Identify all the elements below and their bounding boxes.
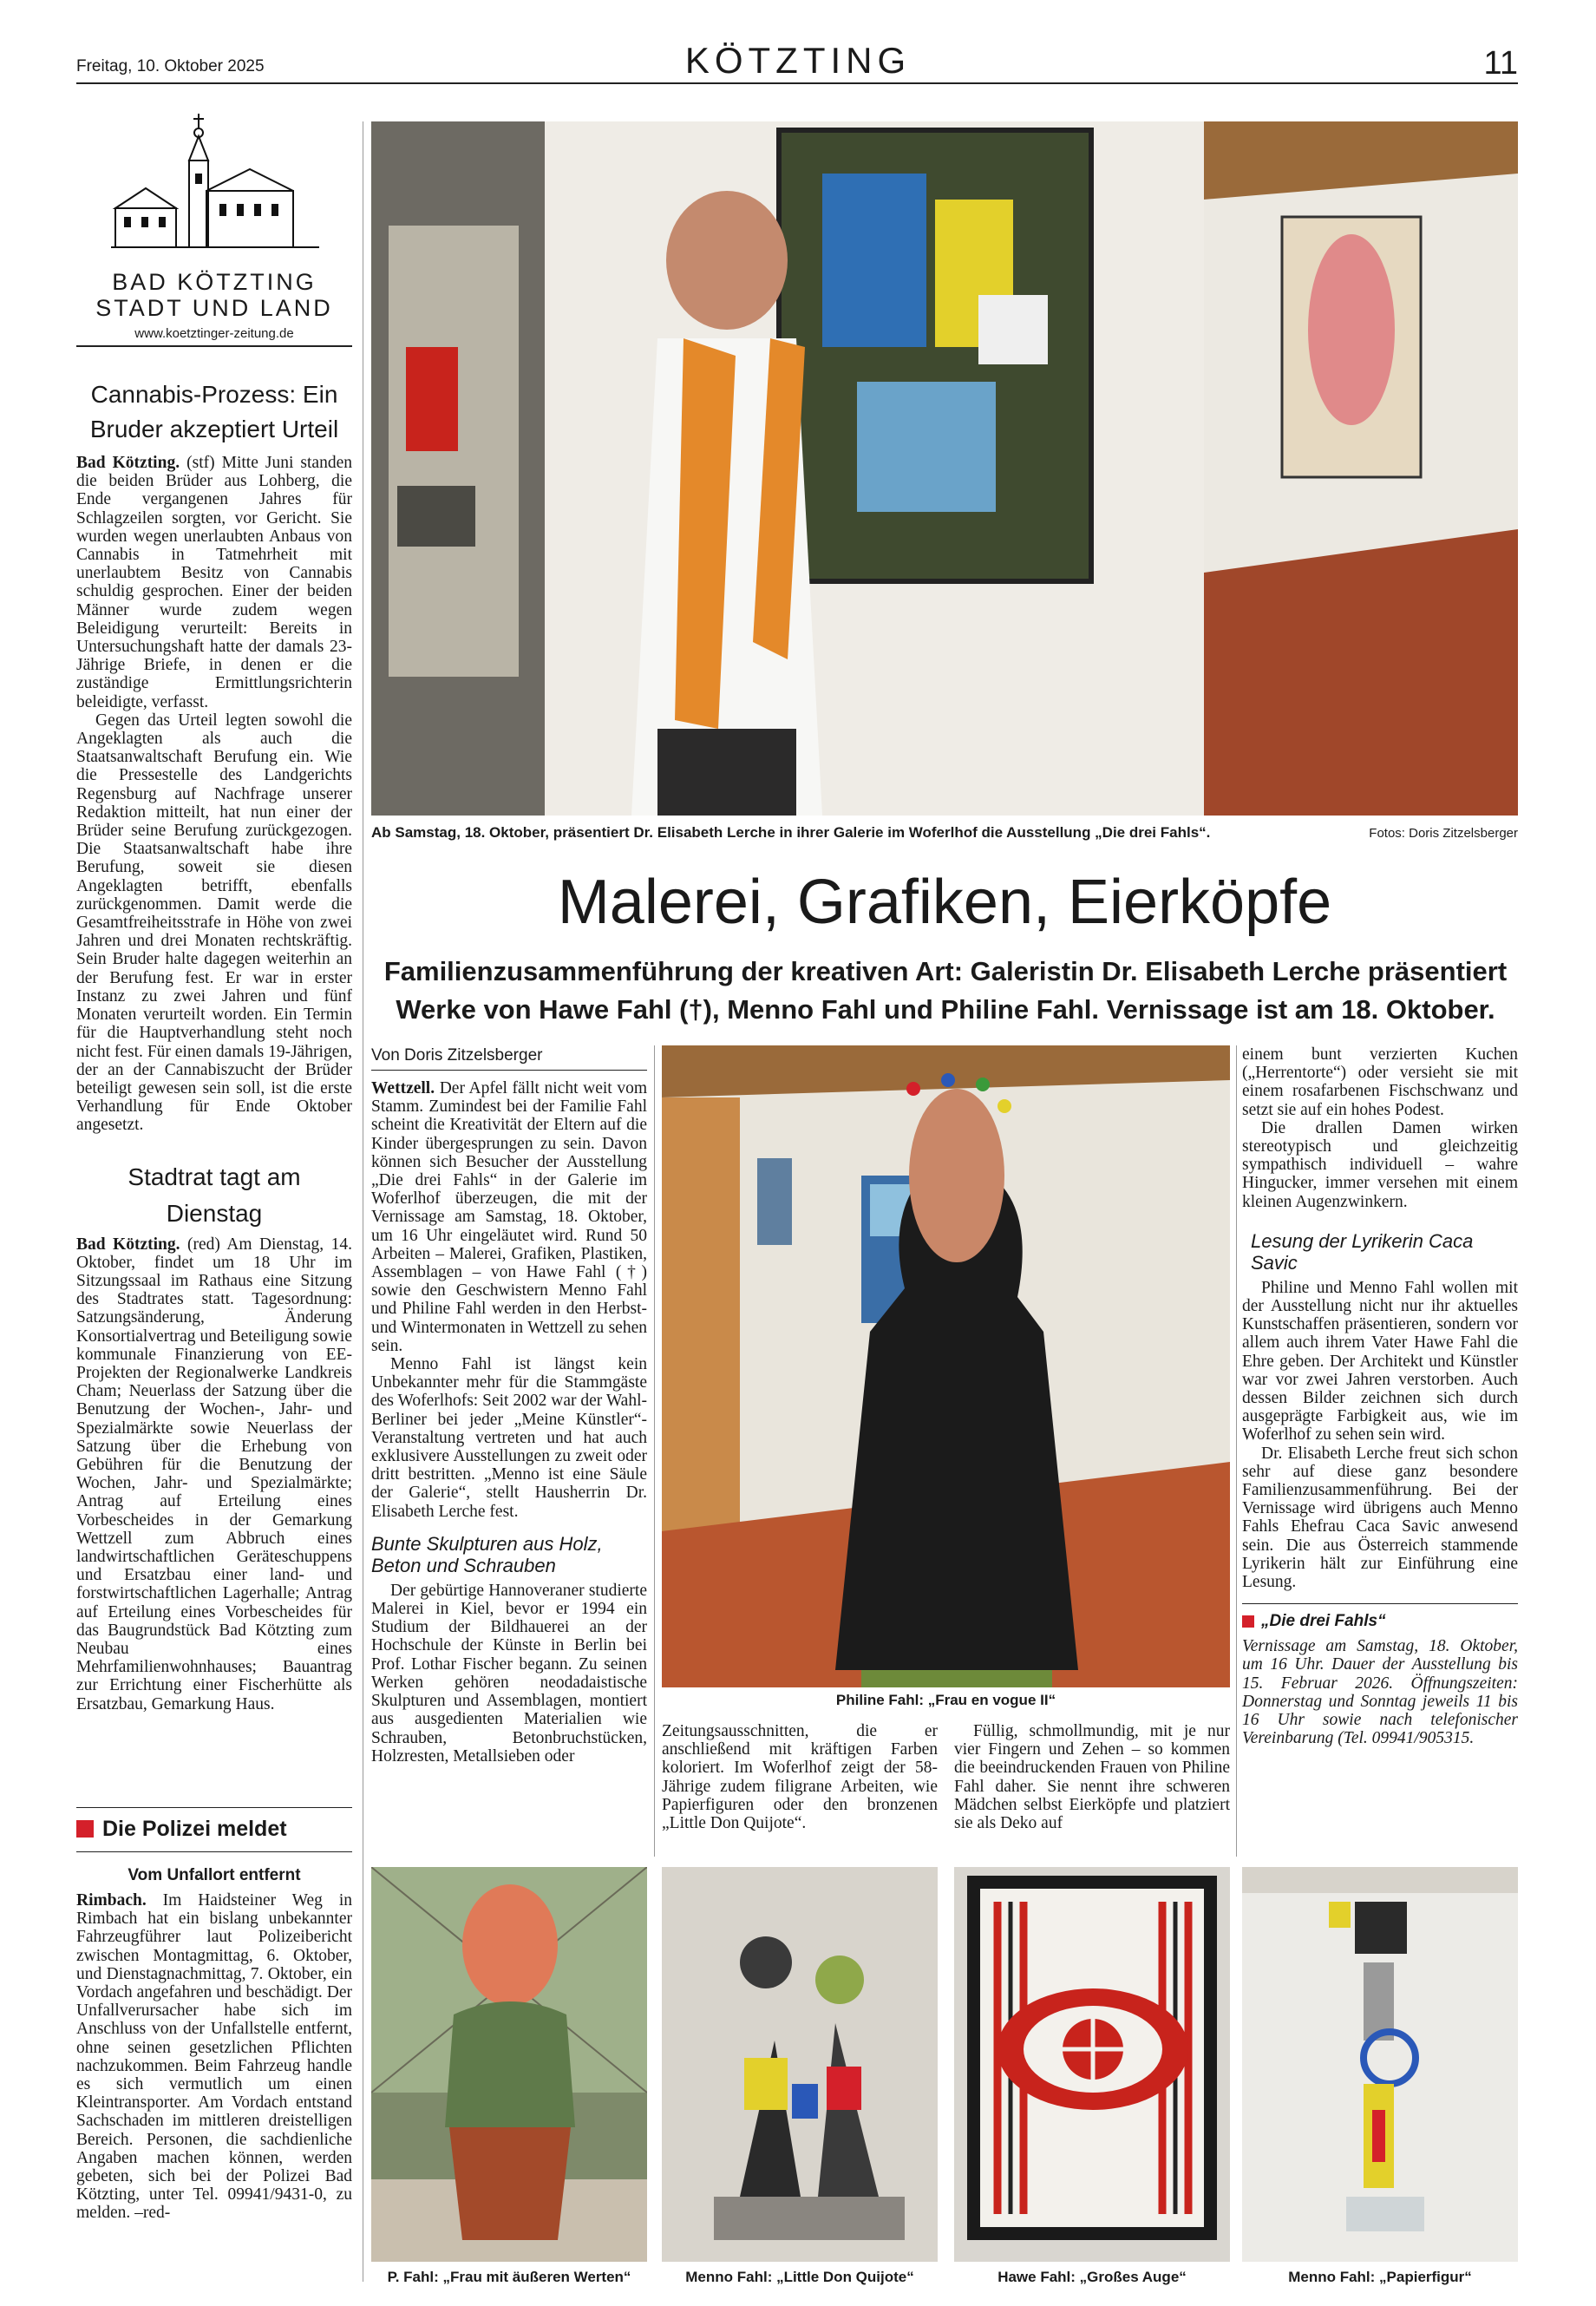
main-col1 (371, 1045, 647, 1766)
police-title-text: Die Polizei meldet (102, 1817, 287, 1841)
article2-headline: Stadtrat tagt am Dienstag (128, 1163, 301, 1227)
logo-url[interactable]: www.koetztinger-zeitung.de (134, 326, 294, 341)
main-divider-1 (654, 1045, 655, 1857)
article1-body (76, 454, 352, 1135)
main-col1-body (371, 1079, 647, 1521)
main-col2b (954, 1722, 1230, 1832)
top-photo-caption: Ab Samstag, 18. Oktober, präsentiert Dr. Elisabeth Lerche in ihrer Galerie im Woferlhof die Ausstellung „Die drei Fahls“. (371, 824, 1211, 841)
center-photo-frau-en-vogue (662, 1045, 1230, 1687)
article1-dateline: Bad Kötzting. (76, 454, 180, 472)
bottom-photo-4 (1242, 1867, 1518, 2262)
main-divider-2 (1236, 1045, 1237, 1857)
header-date: Freitag, 10. Oktober 2025 (76, 57, 265, 75)
center-photo-caption: Philine Fahl: „Frau en vogue II“ (835, 1692, 1056, 1708)
col3-paragraph-1: einem bunt verzierten Kuchen („Herrentorte“) oder versieht sie mit einem rosafarbenen Fischschwanz und setzt sie auf ein hohes Podest. (1242, 1045, 1518, 1119)
police-article (76, 1865, 352, 2223)
col3-paragraph-2: Die drallen Damen wirken stereotypisch und gleichzeitig sympathisch individuell – wahre Hingucker, immer versehen mit einem kleinen Augenzwinkern. (1242, 1118, 1518, 1211)
bottom-caption-1: P. Fahl: „Frau mit äußeren Werten“ (387, 2269, 631, 2285)
info-box (1242, 1603, 1518, 1747)
article1-paragraph-1: (stf) Mitte Juni standen die beiden Brüder aus Lohberg, die Ende vergangenen Jahres für Schlagzeilen sorgten, vor Gericht. Sie wurden wegen unerlaubten Anbaus von Cannabis in Tatmehrheit mit unerlaubtem Besitz von Cannabis schuldig gesprochen. Einer der beiden Männer wurde zudem wegen Beleidigung verurteilt: Bereits in Untersuchungshaft hatte der damals 23-Jährige Briefe, in denen er die zuständige Ermittlungsrichterin beleidigte, verfasst. (76, 454, 352, 711)
police-paragraph-1: Im Haidsteiner Weg in Rimbach hat ein bislang unbekannter Fahrzeugführer laut Polizeibericht zwischen Montagmittag, 6. Oktober, und Dienstagnachmittag, 7. Oktober, ein Vordach angefahren und beschädigt. Der Unfallverursacher habe sich im Anschluss von der Unfallstelle entfernt, ohne seinen gesetzlichen Pflichten nachzukommen. Beim Fahrzeug handle es sich vermutlich um einen Kleintransporter. Am Vordach entstand Sachschaden im mittleren dreistelligen Bereich. Personen, die sachdienliche Angaben machen können, werden gebeten, sich bei der Polizei Bad Kötzting, unter Tel. 09941/9431-0, zu melden. –red- (76, 1891, 353, 2223)
col3-paragraph-3: Philine und Menno Fahl wollen mit der Ausstellung nicht nur ihr aktuelles Kunstschaffen präsentieren, sondern vor allem auch ihrem Vater Hawe Fahl die Ehre geben. Der Architekt und Künstler war vor zwei Jahren verstorben. Auch dessen Bilder zeichnen sich durch ausgeprägte Farbigkeit aus, wie im Woferlhof zu sehen sein wird. (1242, 1278, 1518, 1445)
info-title: „Die drei Fahls“ (1261, 1612, 1386, 1631)
red-square-icon (76, 1820, 94, 1838)
logo (76, 108, 352, 347)
main-col3 (1242, 1045, 1518, 1748)
police-dateline: Rimbach. (76, 1891, 147, 1910)
logo-line2: STADT UND LAND (95, 295, 333, 321)
police-title (76, 1817, 352, 1842)
police-body (76, 1891, 352, 2223)
article2-body (76, 1235, 352, 1713)
main-paragraph-3: Der gebürtige Hannoveraner studierte Malerei in Kiel, bevor er 1994 ein Studium der Bildhauerei an der Hochschule der Künste in Berlin bei Prof. Lothar Fischer begann. Zu seinen Werken gehören neodadaistische Skulpturen und Assemblagen, montiert aus ausgedienten Materialien wie Schrauben, Betonbruchstücken, Holzresten, Metallsieben oder (371, 1581, 647, 1766)
byline: Von Doris Zitzelsberger (371, 1045, 647, 1071)
article2-dateline: Bad Kötzting. (76, 1235, 180, 1254)
bottom-photo-3 (954, 1867, 1230, 2262)
main-col2a-text: Zeitungsausschnitten, die er anschließend mit kräftigen Farben koloriert. Im Woferlhof zeigt der 58-Jährige zudem filigrane Arbeiten, wie Papierfiguren oder den bronzenen „Little Don Quijote“. (662, 1722, 938, 1833)
main-paragraph-1: Der Apfel fällt nicht weit vom Stamm. Zumindest bei der Familie Fahl scheint die Kreativität der Eltern auf die Kinder übergesprungen zu sein. Davon können sich Besucher der Ausstellung „Die drei Fahls“ in der Galerie im Woferlhof überzeugen, die mit der Vernissage am Samstag, 18. Oktober, um 16 Uhr eingeläutet wird. Rund 50 Arbeiten – Malerei, Grafiken, Plastiken, Assemblagen – von Hawe Fahl (†) sowie den Geschwistern Menno Fahl und Philine Fahl werden in den Herbst- und Wintermonaten in Wettzell zu sehen sein. (371, 1079, 648, 1355)
bottom-caption-3: Hawe Fahl: „Großes Auge“ (998, 2269, 1187, 2285)
main-col1-body-2 (371, 1582, 647, 1766)
main-col3-body-2 (1242, 1279, 1518, 1591)
bottom-caption-2: Menno Fahl: „Little Don Quijote“ (685, 2269, 914, 2285)
police-title-rule (76, 1851, 352, 1852)
header-rule (76, 82, 1518, 84)
info-red-square-icon (1242, 1615, 1254, 1628)
top-photo-gallery (371, 121, 1518, 816)
bottom-caption-4: Menno Fahl: „Papierfigur“ (1288, 2269, 1472, 2285)
col3-paragraph-4: Dr. Elisabeth Lerche freut sich schon sehr auf diese ganz besondere Familienzusammenführung. Bei der Vernissage wird übrigens auch Menno Fahls Ehefrau Caca Savic anwesend sein. Die aus Österreich stammende Lyrikerin hält zur Einführung eine Lesung. (1242, 1444, 1518, 1592)
article1-headline: Cannabis-Prozess: Ein Bruder akzeptiert Urteil (89, 381, 339, 442)
article1-paragraph-2: Gegen das Urteil legten sowohl die Angeklagten als auch die Staatsanwaltschaft Berufung ein. Wie die Pressestelle des Landgerichts Regensburg auf Nachfrage unserer Redaktion mitteilt, hat nun einer der Brüder seine Berufung zurückgezogen. Die Staatsanwaltschaft habe ihre Berufung, soweit sie diesen Angeklagten betrifft, ebenfalls zurückgenommen. Damit werde die Gesamtfreiheitsstrafe in Höhe von zwei Jahren und drei Monaten rechtskräftig. Sein Bruder halte dagegen weiterhin an der Berufung fest. Er war in erster Instanz zu zwei Jahren und fünf Monaten verurteilt worden. Ein Termin für die Hauptverhandlung steht noch nicht fest. Für einen damals 19-Jährigen, der an der Cannabiszucht der Brüder beteiligt gewesen sein soll, ist die erste Verhandlung für Ende Oktober angesetzt. (76, 711, 352, 1135)
photo-credit: Fotos: Doris Zitzelsberger (1369, 826, 1518, 841)
main-headline: Malerei, Grafiken, Eierköpfe (557, 868, 1332, 937)
bottom-photo-1 (371, 1867, 647, 2262)
article2-paragraph-1: (red) Am Dienstag, 14. Oktober, findet um 18 Uhr im Sitzungssaal im Rathaus eine Sitzung des Stadtrates statt. Tagesordnung: Satzungsänderung, Änderung Konsortialvertrag und Beteiligung sowie kommunale Finanzierung von EE-Projekten der Regionalwerke Landkreis Cham; Neuerlass der Satzung über die Benutzung der Wochen-, Jahr- und Spezialmärkte sowie Neuerlass der Satzung über die Erhebung von Gebühren für die Benutzung der Wochen, Jahr- und Spezialmärkte; Antrag auf Erteilung eines Vorbescheides in der Gemarkung Wettzell zum Abbruch eines landwirtschaftlichen Geräteschuppens und Ersatzbau einer land- und forstwirtschaftlichen Lagerhalle; Antrag auf Erteilung eines Vorbescheides für das Baugrundstück Bad Kötzting zum Neubau eines Mehrfamilienwohnhauses; Bauantrag zur Errichtung einer Fischerhütte als Ersatzbau, Gemarkung Haus. (76, 1235, 352, 1713)
main-dateline: Wettzell. (371, 1079, 435, 1097)
bottom-photo-2 (662, 1867, 938, 2262)
header-page-number: 11 (1483, 45, 1518, 82)
logo-line1: BAD KÖTZTING (112, 269, 317, 295)
police-subtitle: Vom Unfallort entfernt (128, 1866, 301, 1884)
main-col2b-text: Füllig, schmollmundig, mit je nur vier Fingern und Zehen – so kommen die beeindruckenden Frauen von Philine Fahl daher. Sie nennt ihre schweren Mädchen selbst Eierköpfe und platziert sie als Deko auf (954, 1722, 1230, 1833)
info-text: Vernissage am Samstag, 18. Oktober, um 16 Uhr. Dauer der Ausstellung bis 15. Februar 2026. Öffnungszeiten: Donnerstag und Sonntag jeweils 11 bis 16 Uhr sowie nach telefonischer Vereinbarung (Tel. 09941/905315. (1242, 1637, 1518, 1748)
main-subheadline: Familienzusammenführung der kreativen Art: Galeristin Dr. Elisabeth Lerche präsentiert Werke von Hawe Fahl (†), Menno Fahl und Philine Fahl. Vernissage ist am 18. Oktober. (383, 956, 1508, 1025)
header-section: KÖTZTING (684, 40, 912, 81)
main-paragraph-2: Menno Fahl ist längst kein Unbekannter mehr für die Stammgäste des Woferlhofs: Seit 2002 war der Wahl-Berliner bei jeder „Meine Künstler“-Veranstaltung vertreten und hat auch exklusivere Ausstellungen zu zweit oder dritt bestritten. „Menno ist eine Säule der Galerie“, stellt Hausherrin Dr. Elisabeth Lerche fest. (371, 1355, 647, 1521)
logo-rule (76, 345, 352, 347)
main-subhead-1: Bunte Skulpturen aus Holz, Beton und Schrauben (371, 1532, 603, 1576)
col3-subhead: Lesung der Lyrikerin Caca Savic (1251, 1229, 1474, 1274)
church-logo-icon (76, 108, 352, 265)
main-col3-body (1242, 1045, 1518, 1211)
police-top-rule (76, 1807, 352, 1808)
main-col2a (662, 1722, 938, 1832)
sidebar (76, 377, 352, 1713)
